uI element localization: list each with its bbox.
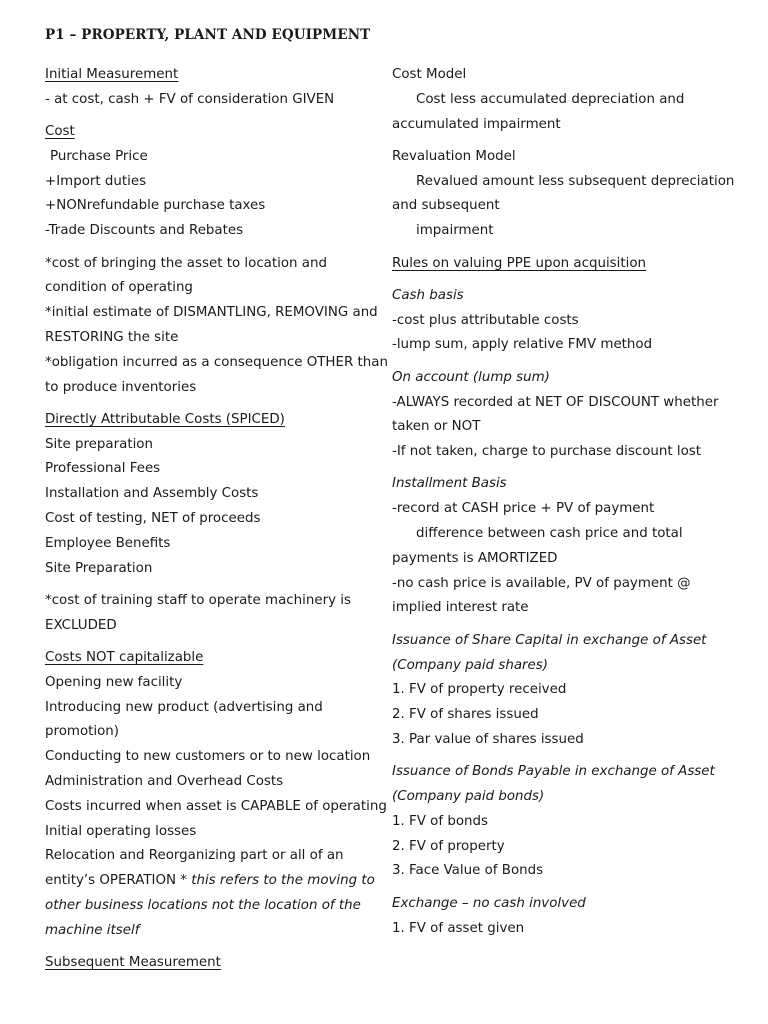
text-line: Revalued amount less subsequent depreciation	[416, 173, 735, 189]
text-line: -lump sum, apply relative FMV method	[392, 337, 653, 353]
list-item: 1. FV of asset given	[392, 920, 525, 936]
section-subsequent-measurement	[45, 951, 380, 976]
list-item: 2. FV of shares issued	[392, 707, 539, 723]
text-line: Site Preparation	[45, 560, 153, 576]
section-initial-measurement	[45, 63, 380, 113]
right-column	[392, 63, 737, 949]
subsection-heading: (Company paid bonds)	[392, 789, 545, 805]
italic-note: this refers to the moving to	[191, 873, 375, 889]
text-line: Opening new facility	[45, 674, 183, 690]
section-heading: Subsequent Measurement	[45, 955, 221, 971]
section-exchange	[392, 892, 737, 942]
section-not-capitalizable	[45, 646, 387, 944]
text-line: implied interest rate	[392, 600, 529, 616]
text-line: to produce inventories	[45, 379, 197, 395]
text-line: +Import duties	[45, 173, 147, 189]
text-line: RESTORING the site	[45, 329, 179, 345]
subsection-heading: On account (lump sum)	[392, 369, 550, 385]
section-heading: Initial Measurement	[45, 67, 179, 82]
text-fragment: entity’s OPERATION *	[45, 873, 192, 889]
text-line: Relocation and Reorganizing part or all of an	[45, 848, 344, 864]
text-line: *obligation incurred as a consequence OTHER than	[45, 354, 388, 370]
text-line: *cost of bringing the asset to location and	[45, 255, 327, 271]
subsection-heading: Issuance of Share Capital in exchange of Asset	[392, 632, 707, 648]
text-line: impairment	[416, 223, 494, 239]
section-installment	[392, 472, 737, 621]
text-line: and subsequent	[392, 198, 500, 214]
text-line: -no cash price is available, PV of payment @	[392, 575, 691, 591]
text-line: promotion)	[45, 724, 120, 740]
text-line	[45, 869, 380, 894]
section-share-capital	[392, 629, 737, 753]
text-line: -If not taken, charge to purchase discount lost	[392, 444, 702, 460]
subsection-heading: Issuance of Bonds Payable in exchange of Asset	[392, 764, 715, 780]
section-bonds	[392, 760, 737, 884]
text-line: -cost plus attributable costs	[392, 312, 579, 328]
text-line: +NONrefundable purchase taxes	[45, 198, 266, 214]
text-line: Introducing new product (advertising and	[45, 699, 323, 715]
text-line: Employee Benefits	[45, 535, 171, 551]
text-line: - at cost, cash + FV of consideration GIVEN	[45, 91, 335, 107]
section-cost	[45, 120, 380, 244]
subsection-heading: (Company paid shares)	[392, 657, 548, 673]
text-line: accumulated impairment	[392, 116, 561, 132]
list-item: 1. FV of property received	[392, 682, 567, 698]
text-line: Site preparation	[45, 436, 153, 452]
section-heading: Cost Model	[392, 67, 467, 82]
section-heading: Costs NOT capitalizable	[45, 650, 204, 666]
text-line: *cost of training staff to operate machinery is	[45, 592, 351, 608]
text-line: -record at CASH price + PV of payment	[392, 501, 655, 517]
subsection-heading: Cash basis	[392, 287, 464, 303]
text-line: EXCLUDED	[45, 617, 117, 633]
section-cost-notes	[45, 252, 388, 401]
text-line: Purchase Price	[50, 148, 148, 164]
section-cost-model	[392, 63, 737, 137]
section-revaluation-model	[392, 145, 737, 244]
section-heading: Directly Attributable Costs (SPICED)	[45, 411, 285, 427]
text-line: taken or NOT	[392, 419, 481, 435]
text-line: Professional Fees	[45, 461, 161, 477]
text-line: Initial operating losses	[45, 823, 197, 839]
section-on-account	[392, 366, 737, 465]
section-cash-basis	[392, 284, 737, 358]
text-line: -Trade Discounts and Rebates	[45, 223, 244, 239]
text-line: Cost less accumulated depreciation and	[416, 91, 685, 107]
italic-note: other business locations not the location of the	[45, 898, 361, 913]
list-item: 3. Face Value of Bonds	[392, 863, 544, 879]
left-column	[45, 63, 388, 983]
text-line: *initial estimate of DISMANTLING, REMOVING and	[45, 305, 378, 321]
text-line: Administration and Overhead Costs	[45, 774, 284, 790]
text-line: difference between cash price and total	[416, 526, 683, 542]
text-line: -ALWAYS recorded at NET OF DISCOUNT whether	[392, 394, 719, 410]
section-spiced	[45, 408, 380, 582]
text-line: Cost of testing, NET of proceeds	[45, 511, 261, 527]
section-heading: Rules on valuing PPE upon acquisition	[392, 255, 647, 271]
section-training-note	[45, 589, 380, 639]
text-line: condition of operating	[45, 280, 193, 296]
text-line: Installation and Assembly Costs	[45, 486, 259, 502]
list-item: 1. FV of bonds	[392, 813, 488, 829]
section-rules	[392, 252, 737, 277]
subsection-heading: Installment Basis	[392, 476, 507, 492]
list-item: 3. Par value of shares issued	[392, 731, 584, 747]
text-line: Costs incurred when asset is CAPABLE of operating	[45, 798, 387, 814]
text-line: payments is AMORTIZED	[392, 550, 558, 566]
italic-note: machine itself	[45, 922, 140, 938]
section-heading: Cost	[45, 124, 75, 140]
subsection-heading: Exchange – no cash involved	[392, 895, 586, 911]
text-line: Conducting to new customers or to new location	[45, 749, 371, 765]
page-title: P1 – PROPERTY, PLANT AND EQUIPMENT	[45, 27, 371, 43]
section-heading: Revaluation Model	[392, 148, 516, 164]
list-item: 2. FV of property	[392, 838, 505, 854]
